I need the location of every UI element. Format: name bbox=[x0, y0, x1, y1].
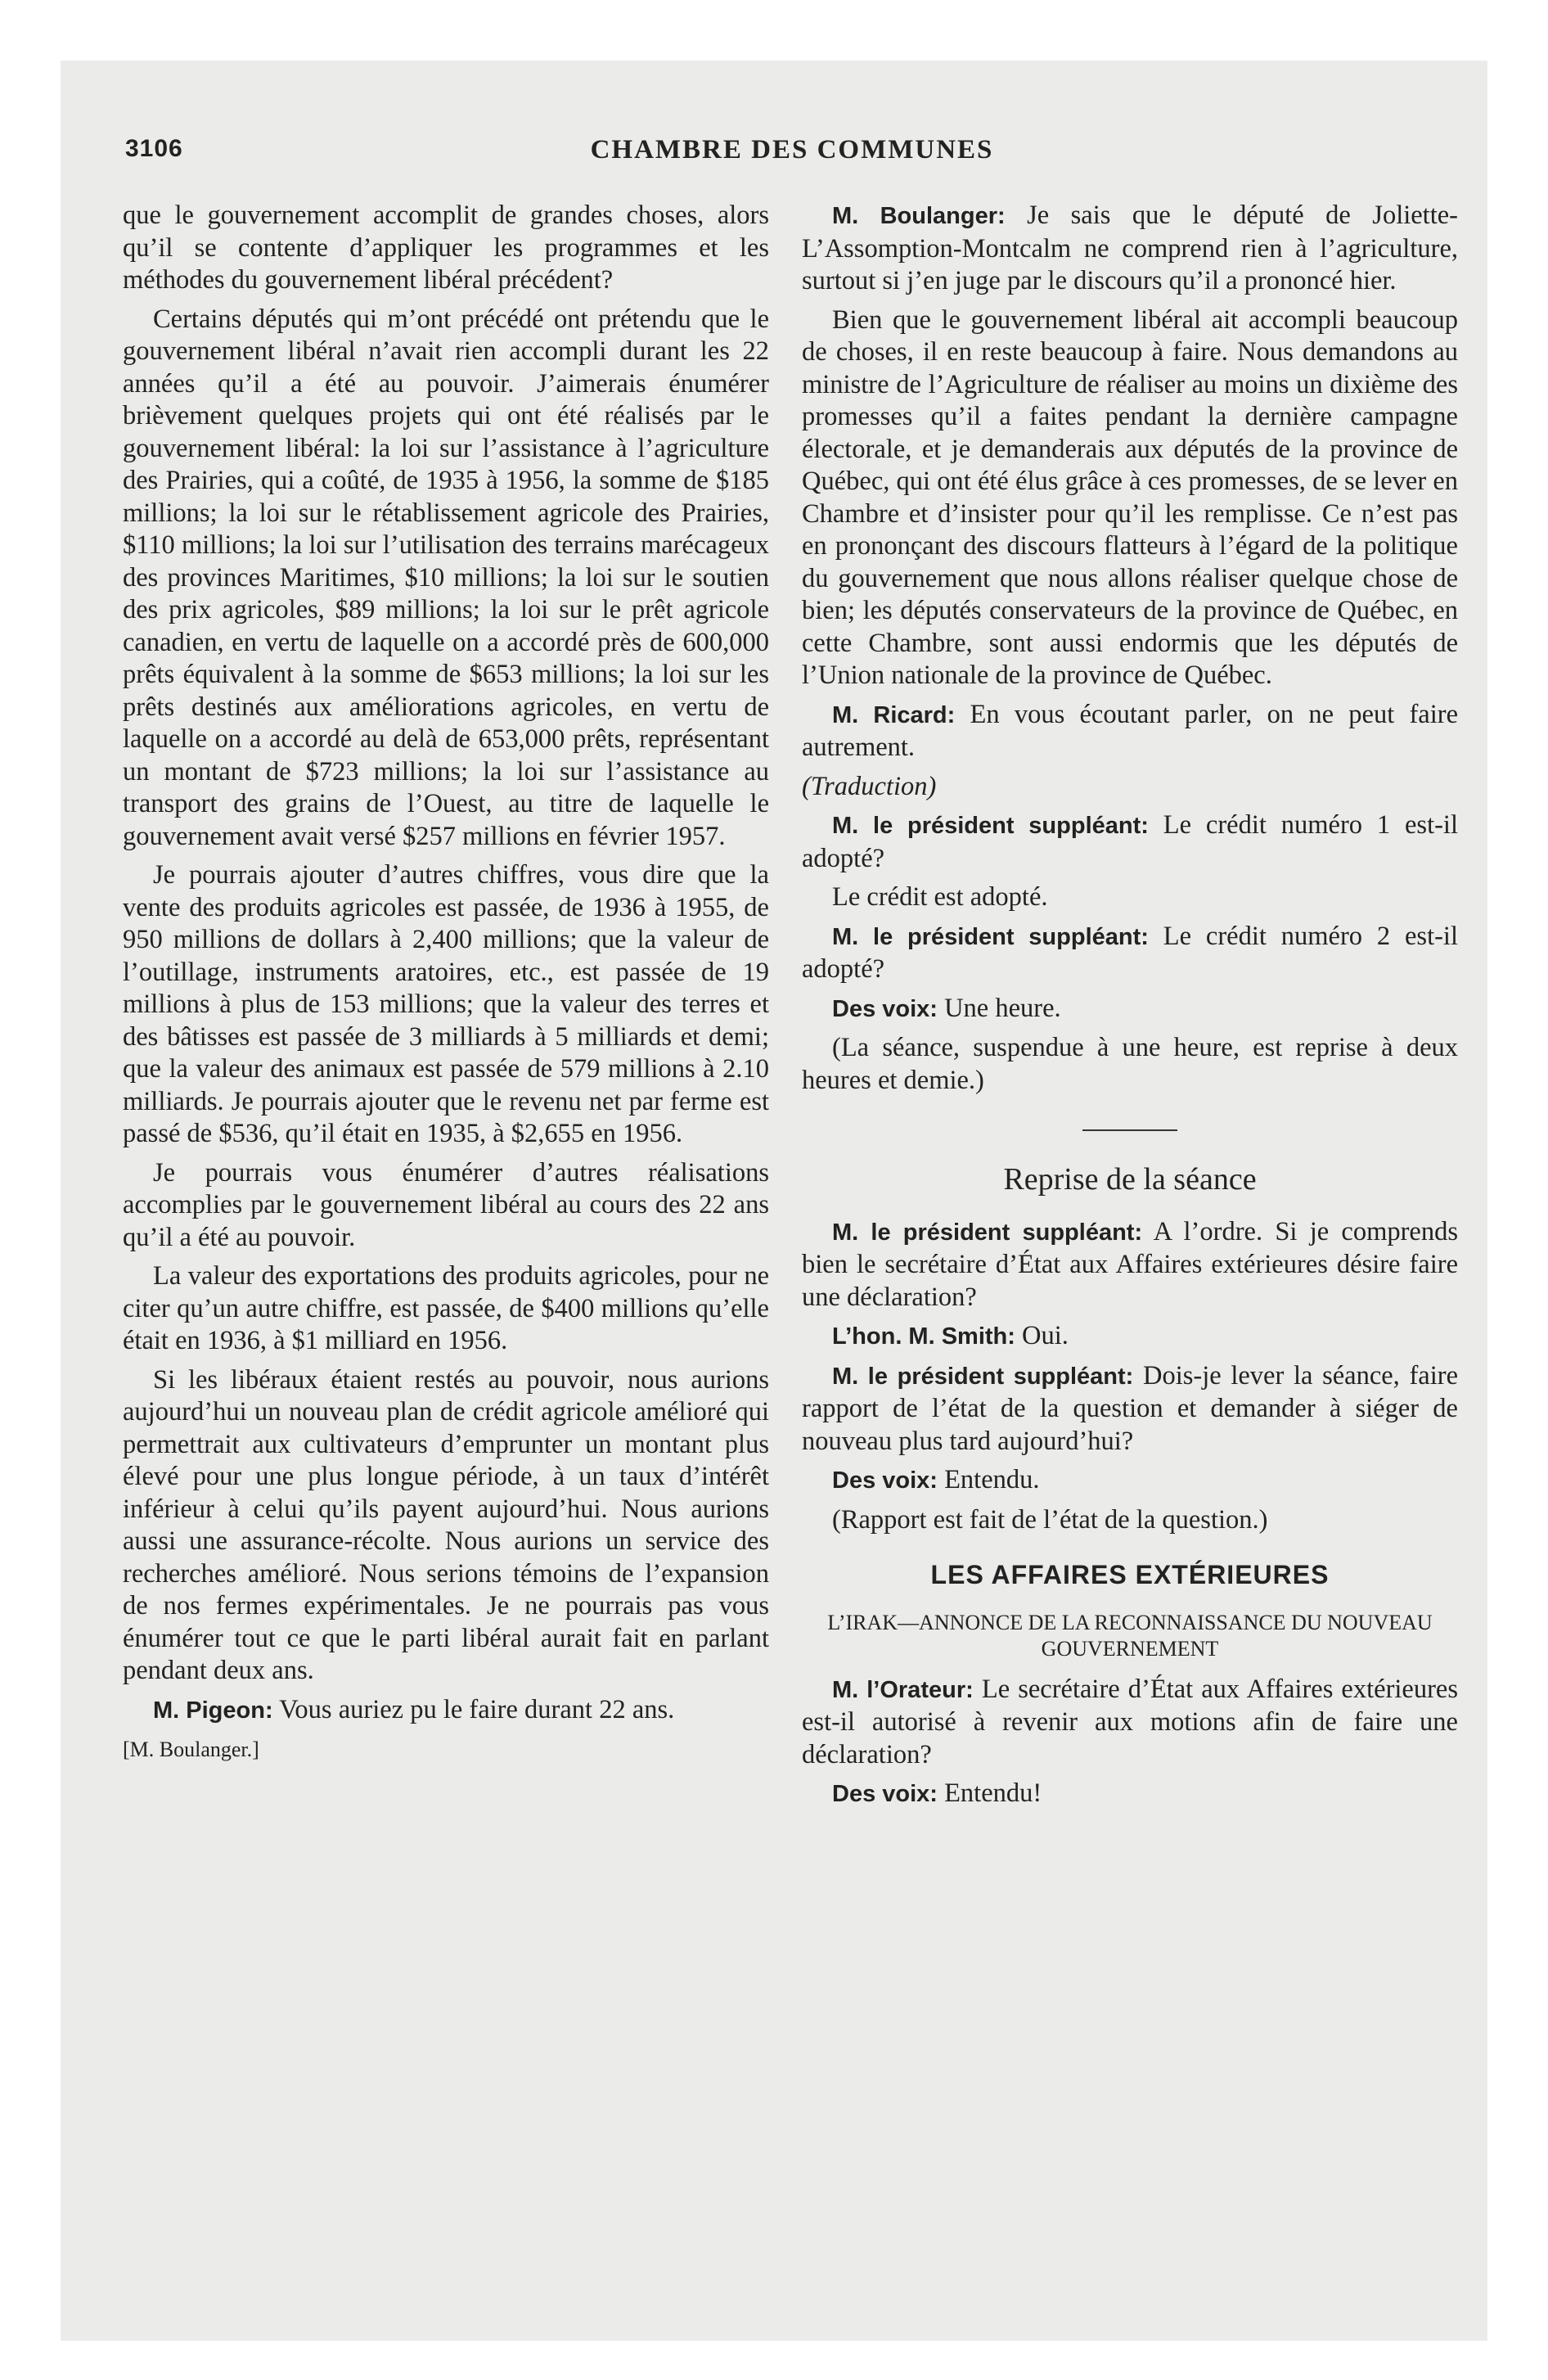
speech-pigeon bbox=[123, 1694, 769, 1728]
section-heading: Reprise de la séance bbox=[1003, 1162, 1257, 1197]
speech-text: Le crédit numéro 1 est-il adopté? bbox=[802, 810, 1458, 873]
right-column bbox=[802, 200, 1458, 1818]
speaker-name: M. Ricard: bbox=[832, 701, 956, 728]
paragraph: Bien que le gouvernement libéral ait accompli beaucoup de choses, il en reste beaucoup à faire. Nous demandons au ministre de l’Agriculture de réaliser au moins un dixième des promesses qu’il a faites pendant la dernière campagne électorale, et je demanderais aux députés de la province de Québec, qui ont été élus grâce à ces promesses, de se lever en Chambre et d’insister pour qu’il les remplisse. Ce n’est pas en prononçant des discours flatteurs à l’égard de la politique du gouvernement que nous allons réaliser quelque chose de bien; les députés conservateurs de la province de Québec, en cette Chambre, sont aussi endormis que les députés de l’Union nationale de la province de Québec. bbox=[802, 304, 1458, 690]
speech-voices-2 bbox=[802, 1464, 1458, 1498]
speech-text: Une heure. bbox=[937, 993, 1061, 1023]
paragraph: Je pourrais ajouter d’autres chiffres, vous dire que la vente des produits agricoles est passée, de 1936 à 1955, de 950 millions de dollars à 2,400 millions; que la valeur de l’outillage, instruments aratoires, etc., est passée de 19 millions à plus de 153 millions; que la valeur des terres et des bâtisses est passée de 3 milliards à 5 milliards et demi; que la valeur des animaux est passée de 579 millions à 2.10 milliards. Je pourrais ajouter que le revenu net par ferme est passé de $536, qu’il était en 1935, à $2,655 en 1956. bbox=[123, 860, 769, 1148]
speaker-name: M. Pigeon: bbox=[153, 1697, 273, 1724]
paragraph: que le gouvernement accomplit de grandes choses, alors qu’il se contente d’appliquer les programmes et les méthodes du gouvernement libéral précédent? bbox=[123, 201, 769, 295]
speech-text: Oui. bbox=[1015, 1321, 1069, 1350]
speaker-name: M. le président suppléant: bbox=[832, 813, 1149, 839]
running-head: CHAMBRE DES COMMUNES bbox=[590, 135, 994, 165]
paragraph: La valeur des exportations des produits agricoles, pour ne citer qu’un autre chiffre, est passée, de $400 millions qu’elle était en 1936, à $1 milliard en 1956. bbox=[123, 1261, 769, 1355]
translation-note: (Traduction) bbox=[802, 771, 937, 801]
speech-text: A l’ordre. Si je comprends bien le secrétaire d’État aux Affaires extérieures désire faire une déclaration? bbox=[802, 1216, 1459, 1312]
speaker-name: M. l’Orateur: bbox=[832, 1676, 974, 1703]
speech-voices-3 bbox=[802, 1778, 1458, 1811]
paragraph: Certains députés qui m’ont précédé ont prétendu que le gouvernement libéral n’avait rien accompli durant les 22 années qu’il a été au pouvoir. J’aimerais énumérer brièvement quelques projets qui ont été réalisés par le gouvernement libéral: la loi sur l’assistance à l’agriculture des Prairies, qui a coûté, de 1935 à 1956, la somme de $185 millions; la loi sur le rétablissement agricole des Prairies, $110 millions; la loi sur l’utilisation des terrains marécageux des provinces Maritimes, $10 millions; la loi sur le soutien des prix agricoles, $89 millions; la loi sur le prêt agricole canadien, en vertu de laquelle on a accordé près de 600,000 prêts équivalent à la somme de $653 millions; la loi sur les prêts destinés aux améliorations agricoles, en vertu de laquelle on a accordé au delà de 653,000 prêts, représentant un montant de $723 millions; la loi sur l’assistance au transport des grains de l’Ouest, au titre de laquelle le gouvernement avait versé $257 millions en février 1957. bbox=[123, 304, 769, 851]
major-heading: LES AFFAIRES EXTÉRIEURES bbox=[930, 1560, 1330, 1589]
speech-text: Le secrétaire d’État aux Affaires extérieures est-il autorisé à revenir aux motions afin de faire une déclaration? bbox=[802, 1674, 1458, 1769]
speech-text: Entendu. bbox=[937, 1465, 1040, 1494]
adoption-note: Le crédit est adopté. bbox=[832, 882, 1048, 912]
speech-text: En vous écoutant parler, on ne peut faire autrement. bbox=[802, 699, 1458, 762]
speech-boulanger bbox=[802, 200, 1458, 298]
suspension-note: (La séance, suspendue à une heure, est reprise à deux heures et demie.) bbox=[802, 1033, 1458, 1095]
speech-president-3 bbox=[802, 1216, 1458, 1314]
section-divider bbox=[1082, 1129, 1177, 1131]
speech-text: Dois-je lever la séance, faire rapport de l’état de la question et demander à siéger de nouveau plus tard aujourd’hui? bbox=[802, 1360, 1458, 1456]
speech-text: Le crédit numéro 2 est-il adopté? bbox=[802, 921, 1458, 984]
paragraph: Si les libéraux étaient restés au pouvoir, nous aurions aujourd’hui un nouveau plan de crédit agricole amélioré qui permettrait aux cultivateurs d’emprunter un montant plus élevé pour une plus longue période, à un taux d’intérêt inférieur à celui qu’ils payent aujourd’hui. Nous aurions aussi une assurance-récolte. Nous aurions un service des recherches amélioré. Nous serions témoins de l’expansion de nos fermes expérimentales. Je ne pourrais pas vous énumérer tout ce que le parti libéral aurait fait en parlant pendant deux ans. bbox=[123, 1364, 769, 1685]
subheading: L’IRAK—ANNONCE DE LA RECONNAISSANCE DU NOUVEAU GOUVERNEMENT bbox=[827, 1610, 1433, 1661]
speech-president-2 bbox=[802, 921, 1458, 986]
speaker-name: L’hon. M. Smith: bbox=[832, 1323, 1015, 1350]
speech-text: Vous auriez pu le faire durant 22 ans. bbox=[272, 1694, 675, 1724]
paragraph: Je pourrais vous énumérer d’autres réalisations accomplies par le gouvernement libéral au cours des 22 ans qu’il a été au pouvoir. bbox=[123, 1157, 769, 1252]
speech-president-4 bbox=[802, 1360, 1458, 1458]
speaker-name: M. le président suppléant: bbox=[832, 1219, 1143, 1246]
page-number: 3106 bbox=[125, 135, 183, 162]
speaker-name: M. Boulanger: bbox=[832, 203, 1006, 229]
speaker-name: M. le président suppléant: bbox=[832, 1363, 1134, 1390]
speaker-name: Des voix: bbox=[832, 1467, 938, 1494]
speaker-reference: [M. Boulanger.] bbox=[123, 1738, 259, 1761]
speech-text: Je sais que le député de Joliette-L’Assomption-Montcalm ne comprend rien à l’agriculture, surtout si j’en juge par le discours qu’il a prononcé hier. bbox=[802, 201, 1458, 295]
speaker-name: M. le président suppléant: bbox=[832, 923, 1149, 950]
report-note: (Rapport est fait de l’état de la question.) bbox=[832, 1504, 1268, 1535]
speech-text: Entendu! bbox=[937, 1778, 1042, 1808]
speaker-name: Des voix: bbox=[832, 1781, 938, 1807]
left-column bbox=[123, 200, 769, 1773]
speech-ricard bbox=[802, 699, 1458, 764]
speech-smith bbox=[802, 1320, 1458, 1354]
speech-president-1 bbox=[802, 809, 1458, 875]
speech-orateur bbox=[802, 1674, 1458, 1772]
page-header bbox=[125, 135, 1459, 176]
speech-voices-1 bbox=[802, 993, 1458, 1026]
speaker-name: Des voix: bbox=[832, 995, 938, 1022]
